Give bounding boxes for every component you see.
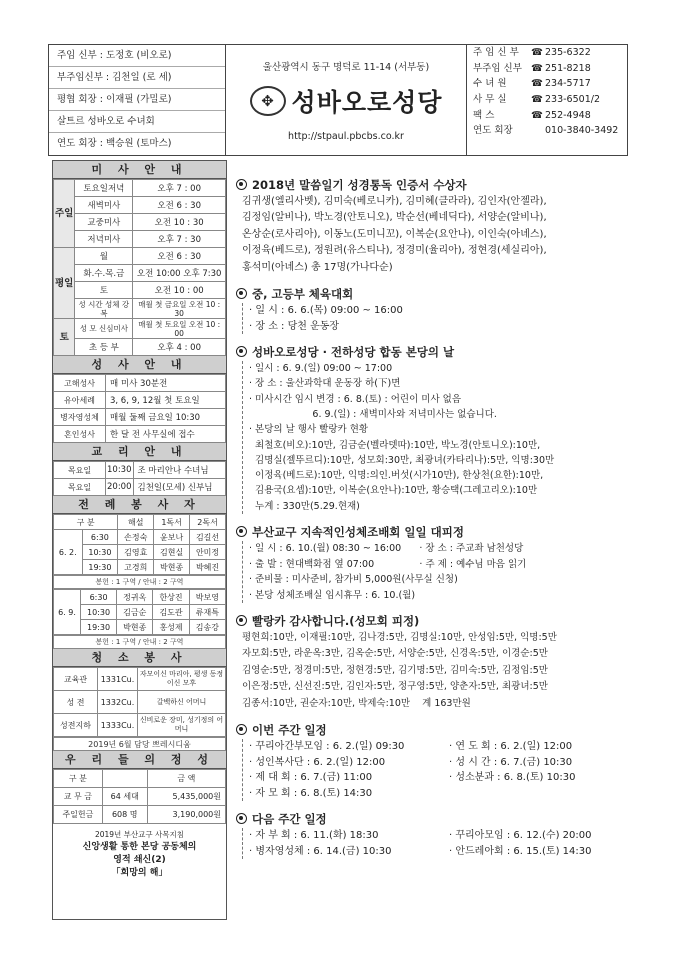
contact-label: 사 무 실 [473,94,507,106]
cell: 정귀옥 [117,590,153,605]
servers-header: 구 분 [54,515,118,530]
mass-name: 저녁미사 [75,231,133,248]
schedule-item: · 안드레아회 : 6. 15.(토) 14:30 [449,845,592,857]
announcement-title [236,285,636,303]
cell: 안미정 [190,545,226,560]
sidebar [52,160,227,920]
church-name: 성바오로성당 [291,88,443,117]
title-text: 성바오로성당 · 전하성당 합동 본당의 날 [252,345,455,360]
cell: 19:30 [82,560,118,575]
detail-line: 누계 : 330만(5.29.현재) [249,500,360,512]
offering-header: 구 분 [54,770,103,788]
cell: 류재특 [189,605,225,620]
bullet-icon [236,288,247,299]
cell: 6:30 [81,590,117,605]
mass-time: 오후 7 : 00 [133,180,226,197]
detail-line: · 일 시 : 6. 10.(월) 08:30 ~ 16:00 · 장 소 : 주교좌 남천성당 [249,543,524,554]
contact-label: 수 녀 원 [473,78,507,90]
footer-line: 「희망의 해」 [111,868,168,878]
announcement-next-week [236,810,636,859]
staff-line: 평협 회장 : 이재필 (가밀로) [49,89,225,111]
header-contacts-box [466,44,628,156]
mass-name: 성 시간 성체 강복 [75,299,133,319]
pastoral-footer [53,824,226,880]
cell: 10:30 [82,545,118,560]
phone-icon: ☎ [531,62,543,74]
sacrament-table [53,374,226,443]
announcement-body [242,828,636,859]
servers-date: 6. 9. [54,590,81,635]
contact-number: 252-4948 [545,109,591,121]
staff-line: 살트르 성바오로 수녀회 [49,111,225,133]
sacrament-info: 한 달 전 사무실에 접수 [106,426,226,443]
mass-time: 오전 6 : 30 [133,248,226,265]
cell: 고경희 [118,560,154,575]
contact-row [467,76,627,92]
offering-kind: 주일헌금 [54,806,103,824]
mass-section-title: 미 사 안 내 [53,161,226,179]
bullet-icon [236,526,247,537]
announcement-body [242,303,636,334]
detail-line: 6. 9.(일) : 새벽미사와 저녁미사는 없습니다. [249,408,497,420]
cell: 김도관 [153,605,189,620]
schedule-item: · 성 시 간 : 6. 7.(금) 10:30 [449,756,573,768]
announcement-body [242,361,636,514]
servers-section-title: 전 례 봉 사 자 [53,496,226,514]
schedule-item: · 꾸리아모임 : 6. 12.(수) 20:00 [449,830,592,842]
offering-count: 64 세대 [102,788,147,806]
church-address: 울산광역시 동구 명덕로 11-14 (서부동) [262,62,430,73]
servers-note: 봉헌 : 1 구역 / 안내 : 2 구역 [54,636,226,649]
schedule-item: · 성인복사단 : 6. 2.(일) 12:00 [249,756,386,768]
contact-row [467,108,627,124]
mass-name: 교중미사 [75,214,133,231]
contact-number: 010-3840-3492 [545,125,619,137]
title-text: 다음 주간 일정 [252,812,327,827]
mass-time: 매월 첫 토요일 오전 10 : 00 [133,319,226,339]
names-line: 자모회:5만, 라운옥:3만, 김옥순:5만, 서양순:5만, 신경옥:5만, 이경순:5만 [242,648,548,660]
detail-line: 김용국(요셉):10만, 이복순(요안나):10만, 황승택(그레고리오):10만 [249,485,538,497]
servers-header: 해설 [118,515,154,530]
church-logo [226,83,466,119]
mass-time: 오후 7 : 30 [133,231,226,248]
staff-line: 부주임신부 : 김천일 (로 세) [49,67,225,89]
cell: 박혜진 [190,560,226,575]
contact-row [467,61,627,77]
phone-icon: ☎ [531,94,543,106]
announcement-adoration-retreat [236,523,636,603]
offering-amount: 5,435,000원 [147,788,225,806]
bullet-icon [236,179,247,190]
footer-line: 영적 쇄신(2) [113,855,166,865]
detail-line: · 미사시간 임시 변경 : 6. 8.(토) : 어린이 미사 없음 [249,393,461,405]
contact-row [467,123,627,139]
cleaning-section-title: 청 소 봉 사 [53,649,226,667]
servers-note: 봉헌 : 1 구역 / 안내 : 2 구역 [54,576,226,589]
contact-row [467,45,627,61]
mass-name: 화.수.목.금 [75,265,133,282]
schedule-item: · 자 부 회 : 6. 11.(화) 18:30 [249,830,379,842]
cleaning-name: 신비로운 장미, 성기정의 어머니 [138,714,226,737]
names-line: 김귀생(엘리사벳), 김미숙(베로니카), 김미혜(클라라), 김인자(안젤라), [242,196,547,207]
contact-number: 234-5717 [545,78,591,90]
announcements [236,176,636,868]
offering-header [102,770,147,788]
offering-count: 608 명 [102,806,147,824]
sacrament-info: 3, 6, 9, 12월 첫 토요일 [106,392,226,409]
schedule-item: · 병자영성체 : 6. 14.(금) 10:30 [249,845,392,857]
title-text: 이번 주간 일정 [252,723,327,738]
servers-date: 6. 2. [54,530,83,575]
cell: 손정숙 [118,530,154,545]
cleaning-place: 성 전 [54,691,98,714]
dove-icon: ✥ [250,86,286,116]
names-line: 평현희:10만, 이재필:10만, 김나경:5만, 김명실:10만, 안성임:5만, 익명:5만 [242,632,557,643]
header-title-box [226,44,466,156]
header-staff-box [48,44,226,156]
mass-name: 토 [75,282,133,299]
cleaning-place: 교육관 [54,668,98,691]
teaching-day: 목요일 [54,479,106,496]
detail-line: · 출 발 : 현대백화점 옆 07:00 · 주 제 : 예수님 마음 읽기 [249,558,527,570]
teaching-time: 20:00 [106,479,134,496]
servers-table [53,514,226,575]
schedule-item: · 연 도 회 : 6. 2.(일) 12:00 [449,741,573,753]
teaching-teacher: 김천일(모세) 신부님 [133,479,226,496]
schedule-item: · 꾸리아간부모임 : 6. 2.(일) 09:30 [249,741,405,753]
announcement-title [236,176,636,194]
names-line: 이정육(베드로), 정원려(유스티나), 정경미(율리아), 정현경(세실리아), [242,245,547,257]
phone-icon: ☎ [531,78,543,90]
cleaning-table [53,667,226,737]
detail-line: 김명실(젤뚜르디):10만, 성모회:30만, 최광녀(카타리나):5만, 익명:30만 [249,454,555,466]
mass-name: 새벽미사 [75,197,133,214]
thanks-names [236,630,636,712]
contact-label: 연도 회장 [473,125,513,137]
detail-line: · 준비물 : 미사준비, 참가비 5,000원(사무실 신청) [249,574,458,585]
mass-time: 오전 6 : 30 [133,197,226,214]
cell: 김송강 [189,620,225,635]
announcement-title [236,523,636,541]
phone-icon: ☎ [531,109,543,121]
announcement-body [242,739,636,801]
announcement-this-week [236,721,636,801]
teaching-teacher: 조 마리안나 수녀님 [133,462,226,479]
cell: 박현종 [154,560,190,575]
contact-label: 주 임 신 부 [473,47,519,58]
cleaning-note: 2019년 6월 담당 쁘레시디움 [54,738,226,751]
mass-name: 초 등 부 [75,339,133,356]
sacrament-name: 병자영성체 [54,409,106,426]
staff-line: 주임 신부 : 도정호 (비오로) [49,45,225,67]
contact-label: 부주임 신부 [473,62,522,74]
names-line: 이은정:5만, 신선진:5만, 김인자:5만, 정구영:5만, 양춘자:5만, 최광녀:5만 [242,681,548,693]
cell: 김영효 [118,545,154,560]
cell: 김길선 [190,530,226,545]
cell: 김금순 [117,605,153,620]
detail-line: · 본당의 날 행사 빨랑카 현황 [249,424,369,436]
staff-line: 연도 회장 : 백승원 (토마스) [57,138,172,149]
offering-amount: 3,190,000원 [147,806,225,824]
cleaning-group: 1331Cu. [98,668,138,691]
mass-time: 오후 4 : 00 [133,339,226,356]
contact-label: 팩 스 [473,109,495,121]
schedule-item: · 성소분과 : 6. 8.(토) 10:30 [449,772,576,784]
cell: 한상진 [153,590,189,605]
church-url[interactable]: http://stpaul.pbcbs.co.kr [288,131,404,142]
teaching-section-title: 교 리 안 내 [53,443,226,461]
announcement-sports-day [236,285,636,334]
cell: 10:30 [81,605,117,620]
cell: 윤보나 [154,530,190,545]
names-line: 온상순(로사리아), 이동노(도미니꼬), 이복순(요안나), 이인숙(아녜스), [242,228,547,240]
weekday-label: 평일 [54,248,75,319]
contact-number: 233-6501/2 [545,94,600,106]
detail-line: · 일시 : 6. 9.(일) 09:00 ~ 17:00 [249,363,393,375]
servers-header: 1독서 [154,515,190,530]
offering-section-title: 우 리 들 의 정 성 [53,751,226,769]
schedule-item: · 제 대 회 : 6. 7.(금) 11:00 [249,772,373,784]
cell: 홍성제 [153,620,189,635]
teaching-table [53,461,226,496]
mass-name: 성 모 신심미사 [75,319,133,339]
names-line: 김영순:5만, 정경미:5만, 정현경:5만, 김기명:5만, 김미숙:5만, 김정임:5만 [242,664,548,676]
bullet-icon [236,724,247,735]
teaching-day: 목요일 [54,462,106,479]
spacer [531,123,545,139]
table-row [54,530,226,545]
mass-name: 월 [75,248,133,265]
announcement-thanks [236,612,636,712]
detail-line: · 일 시 : 6. 6.(목) 09:00 ~ 16:00 [249,305,403,317]
announcement-title [236,612,636,630]
sacrament-name: 혼인성사 [54,426,106,443]
cleaning-place: 성전지하 [54,714,98,737]
mass-time: 매월 첫 금요일 오전 10 : 30 [133,299,226,319]
servers-header: 2독서 [190,515,226,530]
mass-time: 오전 10 : 30 [133,214,226,231]
saturday-label: 토 [54,319,75,356]
award-names [236,194,636,276]
sacrament-name: 유아세례 [54,392,106,409]
detail-line: · 장 소 : 울산과학대 운동장 하(下)면 [249,378,401,390]
detail-line: · 본당 성체조배실 임시휴무 : 6. 10.(월) [249,589,416,601]
footer-line: 2019년 부산교구 사목지침 [94,830,185,839]
sacrament-info: 매 미사 30분전 [106,375,226,392]
cell: 6:30 [82,530,118,545]
mass-name: 토요일저녁 [75,180,133,197]
table-row [54,590,226,605]
phone-icon: ☎ [531,47,543,58]
cleaning-name: 갈백하신 어머니 [138,691,226,714]
contact-row [467,92,627,108]
names-line: 김종서:10만, 권순자:10만, 박제숙:10만 계 163만원 [242,697,471,709]
contact-number: 235-6322 [545,47,591,58]
servers-table-2 [53,589,226,635]
offering-table [53,769,226,824]
sunday-label: 주일 [54,180,75,248]
detail-line: · 장 소 : 당천 운동장 [249,320,340,332]
names-line: 김정임(알비나), 박노경(안토니오), 박순선(베네딕다), 서양순(알비나), [242,212,547,224]
detail-line: 이정육(베드로):10만, 익명:의인.버섯(시가10만), 한상천(요한):10만, [249,470,544,482]
cell: 19:30 [81,620,117,635]
announcement-body [242,541,636,603]
announcement-bible-award [236,176,636,276]
title-text: 빨랑카 감사합니다.(성모회 피정) [252,614,420,628]
mass-table [53,179,226,356]
footer-line: 신앙생활 통한 본당 공동체의 [82,842,197,852]
cell: 박보영 [189,590,225,605]
names-line: 홍석미(아녜스) 총 17명(가나다순) [242,261,393,273]
title-text: 2018년 말씀일기 성경통독 인증서 수상자 [252,178,467,192]
mass-time: 오전 10:00 오후 7:30 [133,265,226,282]
contact-number: 251-8218 [545,62,591,74]
mass-time: 오전 10 : 00 [133,282,226,299]
cleaning-group: 1333Cu. [98,714,138,737]
schedule-item: · 자 모 회 : 6. 8.(토) 14:30 [249,787,373,799]
announcement-parish-day [236,343,636,514]
bullet-icon [236,813,247,824]
announcement-title [236,343,636,361]
sacrament-section-title: 성 사 안 내 [53,356,226,374]
bullet-icon [236,615,247,626]
bullet-icon [236,346,247,357]
announcement-title [236,810,636,828]
offering-kind: 교 무 금 [54,788,103,806]
teaching-time: 10:30 [106,462,134,479]
cell: 박현종 [117,620,153,635]
sacrament-info: 매월 둘째 금요일 10:30 [106,409,226,426]
offering-header: 금 액 [147,770,225,788]
detail-line: 최철호(비오):10만, 김금순(벨라뎃따):10만, 박노경(안토니오):10만, [249,439,541,451]
cleaning-name: 자모이신 마리아, 평생 동정이신 모후 [138,668,226,691]
cleaning-group: 1332Cu. [98,691,138,714]
title-text: 중, 고등부 체육대회 [252,287,354,302]
announcement-title [236,721,636,739]
sacrament-name: 고해성사 [54,375,106,392]
title-text: 부산교구 지속적인성체조배회 일일 대피정 [252,525,464,539]
cell: 김현실 [154,545,190,560]
